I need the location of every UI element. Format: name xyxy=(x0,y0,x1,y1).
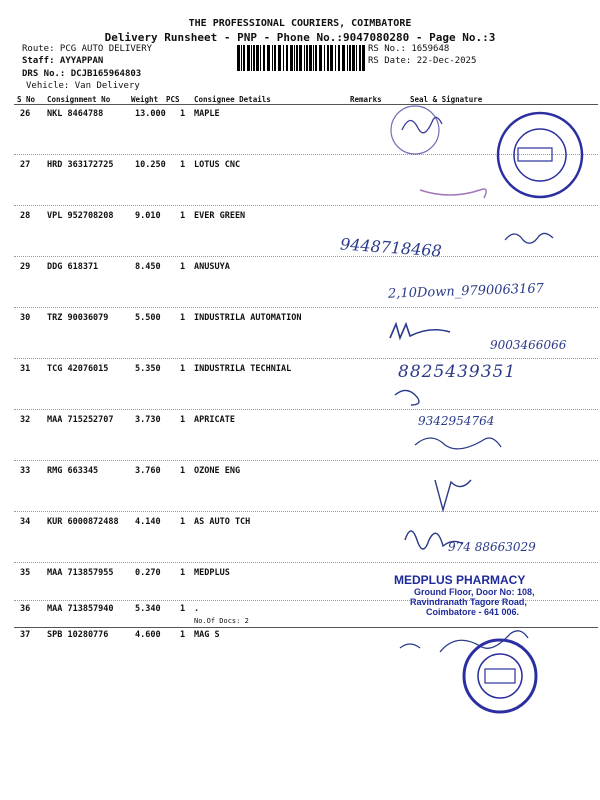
row-consignee: MAG S xyxy=(194,630,220,640)
row-consignee: ANUSUYA xyxy=(194,262,230,272)
handwritten-phone-32: 9342954764 xyxy=(418,414,495,428)
vehicle-label: Vehicle: Van Delivery xyxy=(26,81,140,91)
docs-count-note: No.Of Docs: 2 xyxy=(194,617,249,625)
medplus-line2: Ravindranath Tagore Road, xyxy=(410,597,527,607)
signature-row28 xyxy=(505,233,553,243)
row-weight: 10.250 xyxy=(135,160,166,170)
barcode-bar xyxy=(241,45,242,71)
route-label: Route: PCG AUTO DELIVERY xyxy=(22,44,153,54)
handwritten-phone-29: 9448718468 xyxy=(339,234,443,261)
row-consignee: APRICATE xyxy=(194,415,235,425)
barcode-bar xyxy=(299,45,302,71)
row-consignee: EVER GREEN xyxy=(194,211,246,221)
row-sno: 36 xyxy=(20,604,31,614)
row-sno: 29 xyxy=(20,262,31,272)
row-weight: 5.350 xyxy=(135,364,161,374)
row-consignee: OZONE ENG xyxy=(194,466,241,476)
row-weight: 3.730 xyxy=(135,415,161,425)
row-pcs: 1 xyxy=(180,313,186,323)
signature-row31 xyxy=(395,390,419,405)
row-pcs: 1 xyxy=(180,364,186,374)
row-sno: 30 xyxy=(20,313,31,323)
row-pcs: 1 xyxy=(180,160,186,170)
barcode-bar xyxy=(359,45,361,71)
barcode-bar xyxy=(313,45,314,71)
barcode-bar xyxy=(247,45,250,71)
drs-label: DRS No.: DCJB165964803 xyxy=(22,69,142,79)
barcode-bar xyxy=(352,45,355,71)
handwritten-phone-30: 2,10Down_9790063167 xyxy=(387,281,545,302)
col-remarks: Remarks xyxy=(350,95,382,104)
signature-row32 xyxy=(415,438,501,449)
row-weight: 5.340 xyxy=(135,604,161,614)
row-pcs: 1 xyxy=(180,262,186,272)
barcode-bar xyxy=(356,45,357,71)
row-weight: 4.140 xyxy=(135,517,161,527)
barcode-bar xyxy=(272,45,273,71)
barcode-bar xyxy=(260,45,261,71)
barcode-bar xyxy=(319,45,322,71)
row-consignee: LOTUS CNC xyxy=(194,160,241,170)
medplus-name: MEDPLUS PHARMACY xyxy=(394,573,526,587)
row-weight: 8.450 xyxy=(135,262,161,272)
rs-date: RS Date: 22-Dec-2025 xyxy=(368,56,477,66)
barcode-bar xyxy=(315,45,317,71)
barcode-bar xyxy=(309,45,312,71)
row-pcs: 1 xyxy=(180,415,186,425)
barcode-bar xyxy=(296,45,298,71)
barcode-bar xyxy=(347,45,348,71)
barcode-bar xyxy=(256,45,259,71)
row-consignment: TRZ 90036079 xyxy=(47,313,109,323)
row-pcs: 1 xyxy=(180,517,186,527)
row-consignee: MEDPLUS xyxy=(194,568,230,578)
barcode-bar xyxy=(294,45,295,71)
row-consignee: INDUSTRILA TECHNIAL xyxy=(194,364,292,374)
row-sno: 32 xyxy=(20,415,31,425)
row-consignment: HRD 363172725 xyxy=(47,160,114,170)
row-weight: 9.010 xyxy=(135,211,161,221)
barcode-bar xyxy=(263,45,265,71)
row-consignment: NKL 8464788 xyxy=(47,109,104,119)
barcode-bar xyxy=(304,45,305,71)
row-consignment: MAA 713857940 xyxy=(47,604,114,614)
row-weight: 0.270 xyxy=(135,568,161,578)
row-pcs: 1 xyxy=(180,109,186,119)
row-sno: 35 xyxy=(20,568,31,578)
barcode xyxy=(237,45,365,71)
company-round-stamp xyxy=(498,113,582,197)
row-weight: 3.760 xyxy=(135,466,161,476)
signature-row33 xyxy=(435,480,471,510)
row-sno: 37 xyxy=(20,630,31,640)
barcode-bar xyxy=(237,45,240,71)
row-consignment: SPB 10280776 xyxy=(47,630,109,640)
col-pcs: PCS xyxy=(166,95,180,104)
col-consignment: Consignment No xyxy=(47,95,111,104)
signature-row30 xyxy=(390,324,450,338)
barcode-bar xyxy=(362,45,365,71)
barcode-bar xyxy=(349,45,351,71)
barcode-bar xyxy=(243,45,245,71)
barcode-bar xyxy=(278,45,281,71)
col-sno: S No xyxy=(17,95,36,104)
handwritten-phone-34: 974 88663029 xyxy=(448,540,536,554)
barcode-bar xyxy=(274,45,276,71)
row-sno: 34 xyxy=(20,517,31,527)
barcode-bar xyxy=(253,45,255,71)
barcode-bar xyxy=(338,45,340,71)
barcode-bar xyxy=(290,45,293,71)
row-consignment: MAA 715252707 xyxy=(47,415,114,425)
round-stamp-row37 xyxy=(455,636,545,716)
row-consignee: . xyxy=(194,604,200,614)
row-sno: 27 xyxy=(20,160,31,170)
rs-number: RS No.: 1659648 xyxy=(368,44,450,54)
row-weight: 4.600 xyxy=(135,630,161,640)
row-sno: 31 xyxy=(20,364,31,374)
row-consignee: INDUSTRILA AUTOMATION xyxy=(194,313,302,323)
row-sno: 33 xyxy=(20,466,31,476)
handwritten-phone-31a: 9003466066 xyxy=(490,338,567,352)
barcode-bar xyxy=(342,45,345,71)
row-pcs: 1 xyxy=(180,466,186,476)
ink-smudge xyxy=(420,189,486,198)
row-consignment: VPL 952708208 xyxy=(47,211,114,221)
barcode-bar xyxy=(286,45,288,71)
col-consignee: Consignee Details xyxy=(194,95,271,104)
medplus-stamp xyxy=(394,573,535,617)
row-consignment: KUR 6000872488 xyxy=(47,517,119,527)
row-consignee: AS AUTO TCH xyxy=(194,517,251,527)
signature-row34 xyxy=(405,531,463,549)
barcode-bar xyxy=(306,45,308,71)
seal-stamp-maple xyxy=(391,106,442,154)
col-seal-signature: Seal & Signature xyxy=(410,95,483,104)
row-consignee: MAPLE xyxy=(194,109,220,119)
row-weight: 5.500 xyxy=(135,313,161,323)
medplus-line3: Coimbatore - 641 006. xyxy=(426,607,520,617)
barcode-bar xyxy=(330,45,333,71)
barcode-bar xyxy=(283,45,284,71)
row-pcs: 1 xyxy=(180,568,186,578)
runsheet-subtitle: Delivery Runsheet - PNP - Phone No.:9047080280 - Page No.:3 xyxy=(104,31,496,44)
barcode-bar xyxy=(267,45,270,71)
row-pcs: 1 xyxy=(180,211,186,221)
barcode-bar xyxy=(251,45,252,71)
staff-label: Staff: AYYAPPAN xyxy=(22,56,104,66)
row-pcs: 1 xyxy=(180,630,186,640)
col-weight: Weight xyxy=(131,95,159,104)
row-consignment: DDG 618371 xyxy=(47,262,99,272)
row-consignment: RMG 663345 xyxy=(47,466,99,476)
row-consignment: TCG 42076015 xyxy=(47,364,109,374)
row-consignment: MAA 713857955 xyxy=(47,568,114,578)
handwritten-phone-31b: 8825439351 xyxy=(398,362,517,382)
row-sno: 28 xyxy=(20,211,31,221)
barcode-bar xyxy=(335,45,336,71)
medplus-line1: Ground Floor, Door No: 108, xyxy=(414,587,535,597)
company-title: THE PROFESSIONAL COURIERS, COIMBATORE xyxy=(188,18,412,29)
barcode-bar xyxy=(327,45,329,71)
row-sno: 26 xyxy=(20,109,31,119)
barcode-bar xyxy=(324,45,325,71)
row-weight: 13.000 xyxy=(135,109,166,119)
row-pcs: 1 xyxy=(180,604,186,614)
